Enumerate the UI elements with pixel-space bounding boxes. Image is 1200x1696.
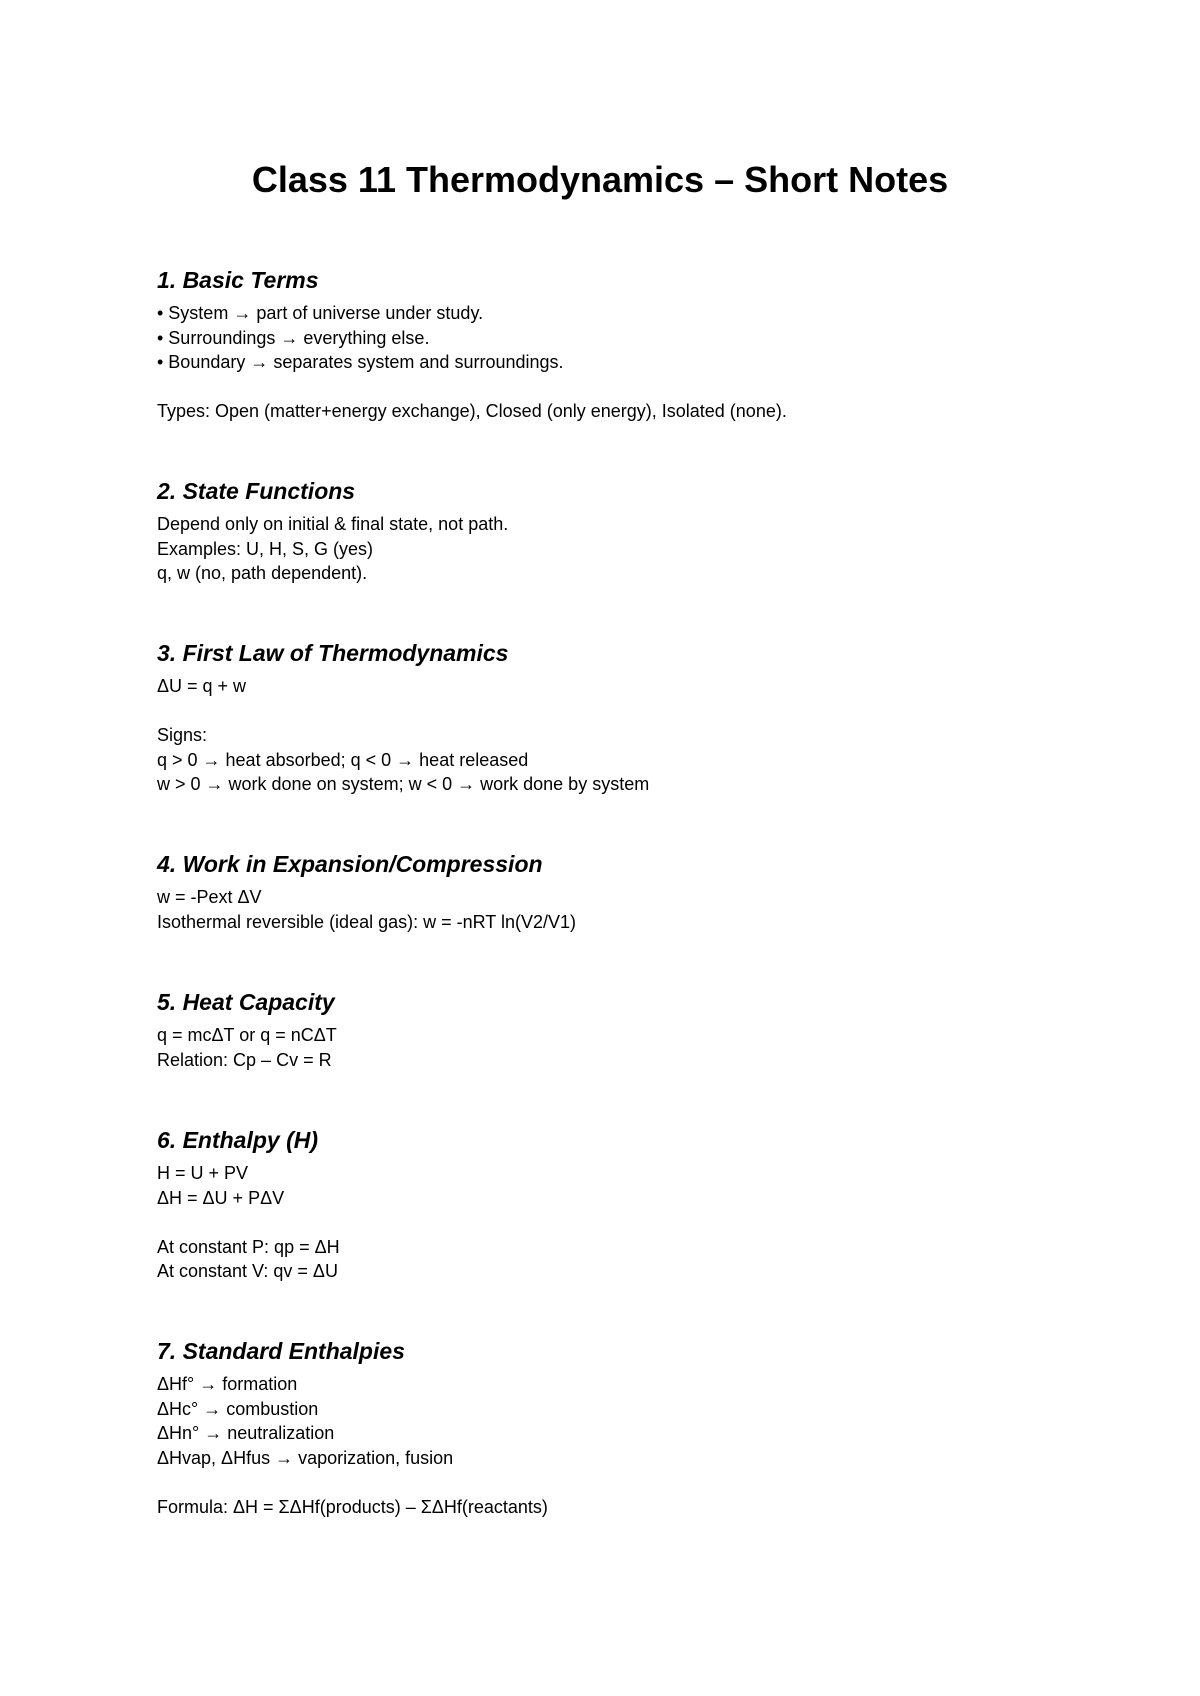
section-heading: 1. Basic Terms: [157, 267, 319, 293]
bullet-boundary: • Boundary → separates system and surroundings.: [157, 352, 564, 372]
text-line: q > 0 → heat absorbed; q < 0 → heat released: [157, 749, 529, 770]
text-line: q, w (no, path dependent).: [157, 563, 368, 583]
section-state-functions: [157, 476, 1117, 586]
section-heading: 7. Standard Enthalpies: [157, 1338, 405, 1364]
section-first-law: [157, 638, 1117, 797]
page-title: Class 11 Thermodynamics – Short Notes: [251, 159, 949, 200]
text-line: w > 0 → work done on system; w < 0 → work done by system: [157, 774, 650, 794]
formula-line: H = U + PV: [157, 1163, 249, 1183]
bullet-surroundings: • Surroundings → everything else.: [157, 327, 430, 348]
section-heading: 6. Enthalpy (H): [157, 1127, 319, 1153]
bullet-system: • System → part of universe under study.: [157, 303, 484, 323]
formula-line: At constant V: qv = ΔU: [157, 1261, 338, 1281]
section-standard-enthalpies: [157, 1336, 1117, 1519]
section-heat-capacity: [157, 987, 1117, 1072]
section-work: [157, 849, 1117, 934]
system-types-line: Types: Open (matter+energy exchange), Closed (only energy), Isolated (none).: [157, 401, 787, 421]
section-heading: 5. Heat Capacity: [157, 989, 335, 1015]
section-heading: 4. Work in Expansion/Compression: [157, 851, 543, 877]
formula-line: w = -Pext ΔV: [157, 887, 262, 907]
section-enthalpy: [157, 1125, 1117, 1284]
blank-line: [157, 699, 1117, 724]
section-heading: 2. State Functions: [157, 478, 356, 504]
blank-line: [157, 1210, 1117, 1235]
formula-line: q = mcΔT or q = nCΔT: [157, 1025, 337, 1045]
text-line: Examples: U, H, S, G (yes): [157, 538, 374, 559]
section-basic-terms: [157, 265, 1117, 424]
text-line: Depend only on initial & final state, not path.: [157, 514, 509, 534]
formula-line: Formula: ΔH = ΣΔHf(products) – ΣΔHf(reactants): [157, 1496, 548, 1517]
formula-line: ΔU = q + w: [157, 676, 247, 696]
formula-line: At constant P: qp = ΔH: [157, 1236, 340, 1257]
formula-line: ΔH = ΔU + PΔV: [157, 1187, 285, 1208]
text-line: ΔHc° → combustion: [157, 1398, 319, 1419]
text-line: ΔHn° → neutralization: [157, 1423, 335, 1443]
formula-line: Isothermal reversible (ideal gas): w = -nRT ln(V2/V1): [157, 911, 577, 932]
formula-line: Relation: Cp – Cv = R: [157, 1049, 332, 1070]
text-line: ΔHvap, ΔHfus → vaporization, fusion: [157, 1447, 454, 1468]
blank-line: [157, 375, 1117, 400]
section-heading: 3. First Law of Thermodynamics: [157, 640, 509, 666]
text-line: ΔHf° → formation: [157, 1374, 298, 1394]
blank-line: [157, 1470, 1117, 1495]
text-line: Signs:: [157, 725, 208, 745]
